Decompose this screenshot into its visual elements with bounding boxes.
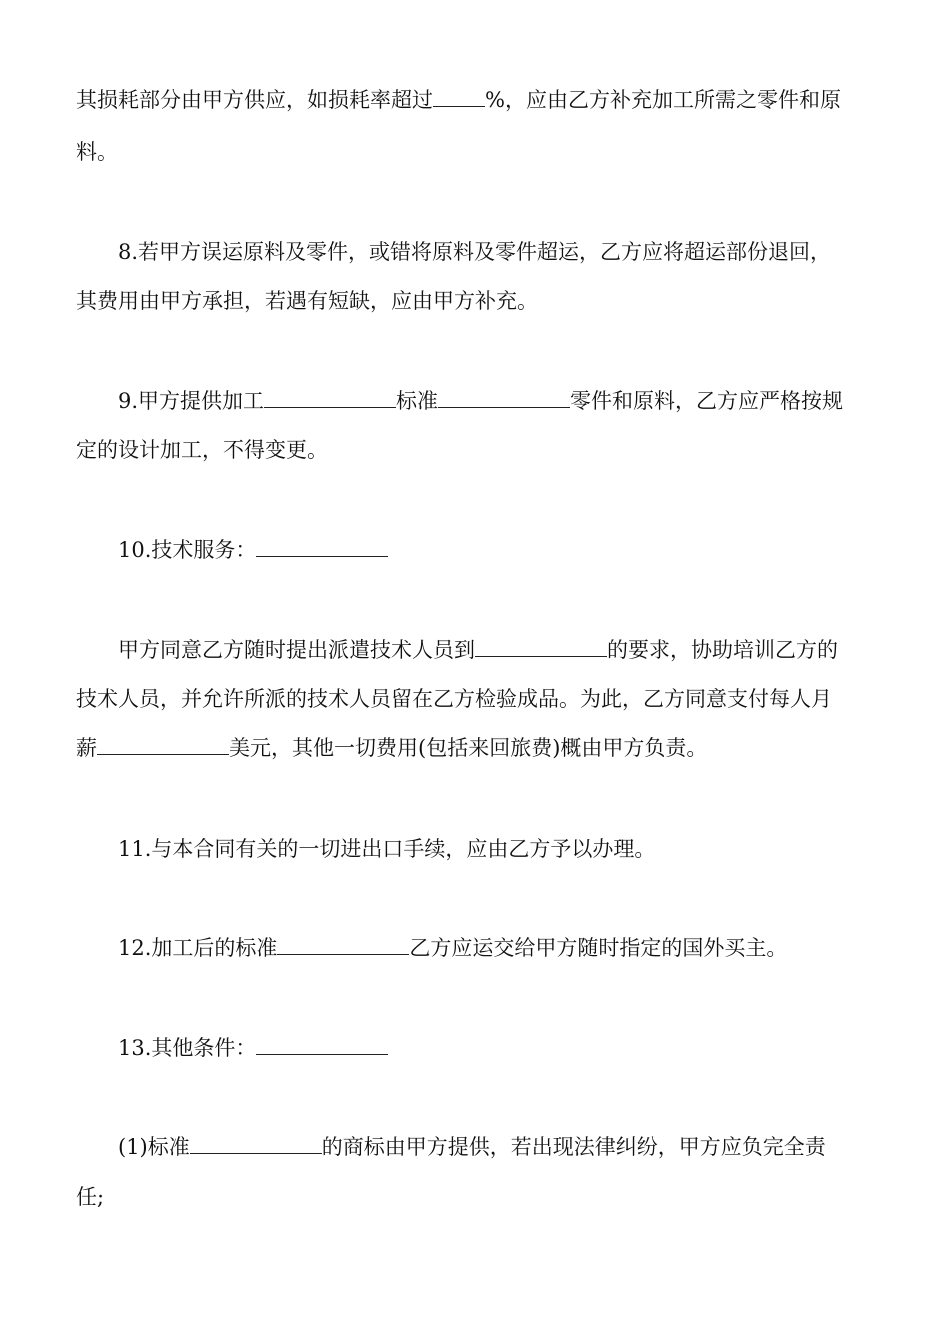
- blank-field: [264, 387, 396, 408]
- clause-13-1-line-2: 任;: [76, 1185, 105, 1209]
- text: %，应由乙方补充加工所需之零件和原: [485, 88, 841, 112]
- text: 乙方应运交给甲方随时指定的国外买主。: [409, 936, 788, 960]
- clause-10-para-line-3: [76, 734, 876, 762]
- text: 美元，其他一切费用(包括来回旅费)概由甲方负责。: [229, 736, 708, 760]
- text: 薪: [76, 736, 97, 760]
- blank-field: [256, 1034, 388, 1055]
- text: 零件和原料，乙方应严格按规: [570, 389, 844, 413]
- clause-13-1-line-1: [118, 1133, 918, 1161]
- text: 的商标由甲方提供，若出现法律纠纷，甲方应负完全责: [321, 1135, 826, 1159]
- clause-10-para-line-2: 技术人员，并允许所派的技术人员留在乙方检验成品。为此，乙方同意支付每人月: [76, 687, 832, 711]
- clause-9-line-1: [118, 387, 918, 415]
- text: 12.加工后的标准: [118, 936, 278, 960]
- blank-field: [97, 734, 229, 755]
- clause-11-line-1: 11.与本合同有关的一切进出口手续，应由乙方予以办理。: [118, 837, 656, 861]
- blank-field: [277, 934, 409, 955]
- clause-13-line-1: [118, 1034, 918, 1062]
- text: 甲方同意乙方随时提出派遣技术人员到: [118, 638, 475, 662]
- clause-10-line-1: [118, 536, 918, 564]
- text: 标准: [396, 389, 439, 413]
- text: 9.甲方提供加工: [118, 389, 265, 413]
- clause-8-line-2: 其费用由甲方承担，若遇有短缺，应由甲方补充。: [76, 289, 538, 313]
- blank-field: [433, 86, 485, 107]
- clause-7-line-2: 料。: [76, 140, 118, 164]
- blank-field: [438, 387, 570, 408]
- blank-field: [256, 536, 388, 557]
- text: 的要求，协助培训乙方的: [607, 638, 838, 662]
- text: 其损耗部分由甲方供应，如损耗率超过: [76, 88, 433, 112]
- text: 13.其他条件：: [118, 1036, 257, 1060]
- blank-field: [190, 1133, 322, 1154]
- clause-7-line-1: [76, 86, 876, 114]
- clause-9-line-2: 定的设计加工，不得变更。: [76, 438, 328, 462]
- clause-10-para-line-1: [118, 636, 918, 664]
- clause-8-line-1: 8.若甲方误运原料及零件，或错将原料及零件超运，乙方应将超运部份退回，: [118, 240, 832, 264]
- blank-field: [475, 636, 607, 657]
- clause-12-line-1: [118, 934, 918, 962]
- text: 10.技术服务：: [118, 538, 257, 562]
- text: (1)标准: [118, 1135, 190, 1159]
